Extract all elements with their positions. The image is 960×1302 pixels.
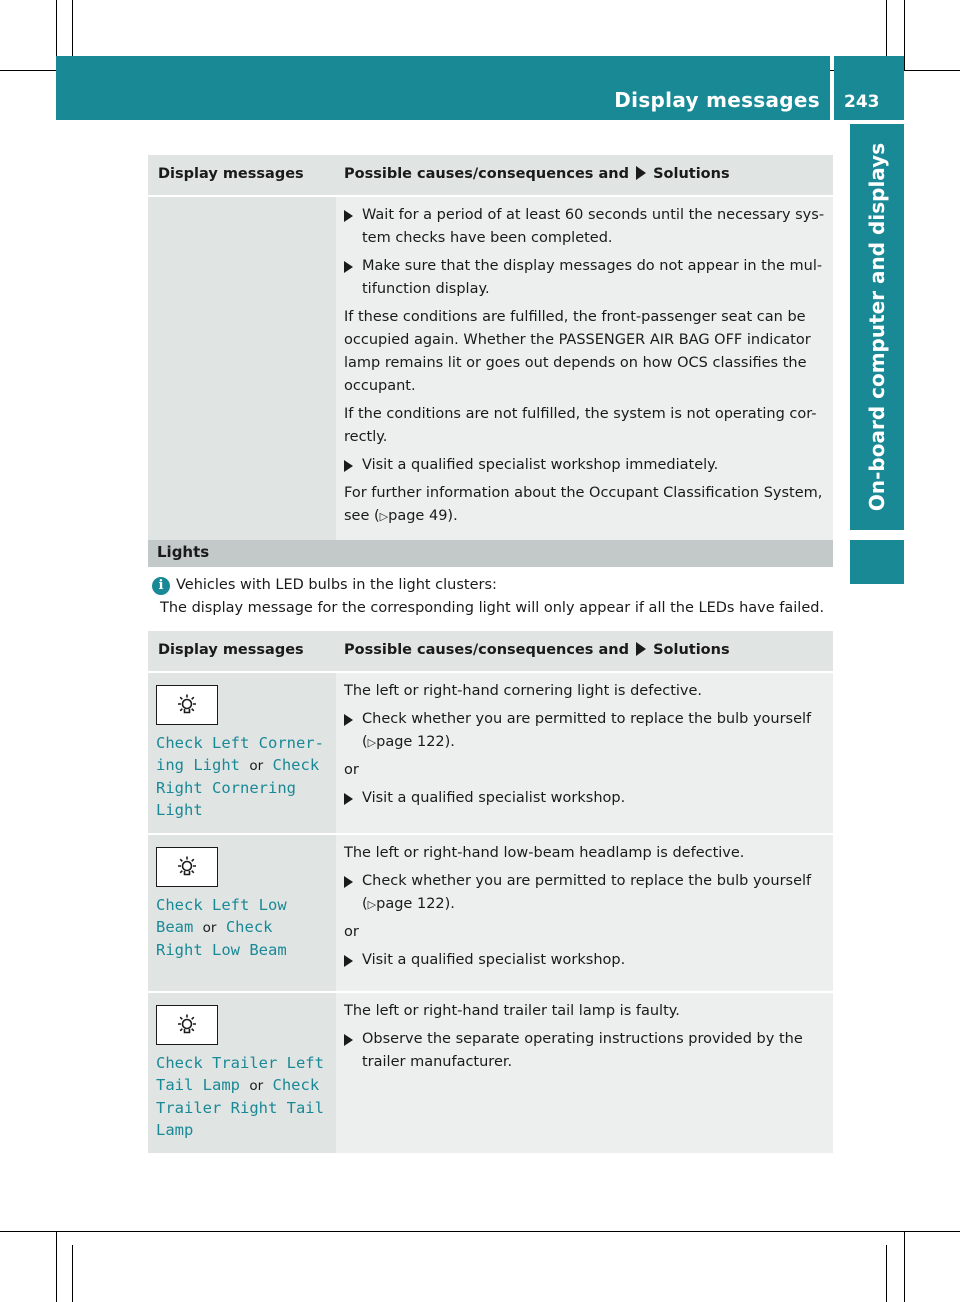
message-text: Check Right Low Beam [156, 918, 287, 959]
cause-text: The left or right-hand trailer tail lamp is faulty. [344, 1003, 680, 1019]
solution-cell [336, 672, 833, 834]
crop-mark [886, 0, 887, 56]
note-text: The display message for the corresponding light will only appear if all the LEDs have failed. [160, 600, 825, 616]
crop-mark [886, 1245, 887, 1302]
message-text: Check Left Low Beam [156, 896, 287, 936]
paragraph: If the conditions are not fulfilled, the system is not operating cor-rectly. [344, 406, 817, 445]
note-text: Vehicles with LED bulbs in the light clusters: [176, 577, 497, 593]
page-number: 243 [844, 92, 880, 112]
message-text: Check Trailer Left Tail Lamp [156, 1054, 324, 1094]
bulb-icon [156, 685, 218, 725]
display-message [156, 732, 328, 821]
crop-mark [56, 1231, 57, 1302]
paragraph [344, 482, 827, 528]
solution-step [344, 870, 827, 916]
solution-step: Visit a qualified specialist workshop immediately. [344, 454, 827, 477]
paragraph-text: ). [447, 508, 458, 524]
crop-mark [904, 1231, 905, 1302]
message-text: Check Right Cornering Light [156, 756, 320, 819]
header-bar [56, 56, 830, 120]
solution-cell [336, 196, 833, 548]
display-message [156, 894, 328, 961]
page-reference[interactable]: ▷ page 49 [380, 508, 448, 524]
step-text: ). [444, 734, 455, 750]
table-row [148, 196, 833, 548]
table-row [148, 834, 833, 992]
table-row [148, 992, 833, 1154]
section-heading [148, 540, 833, 567]
column-header [336, 631, 833, 672]
column-header-text: Solutions [653, 166, 730, 182]
solution-step [344, 708, 827, 754]
step-text: Check whether you are permitted to replace the bulb yourself ( [362, 711, 812, 750]
display-messages-table-2 [148, 631, 833, 1155]
solution-step: Visit a qualified specialist workshop. [344, 949, 827, 972]
message-text: Check Left Corner-ing Light [156, 734, 324, 774]
or-text: or [202, 920, 217, 936]
crop-mark [72, 1245, 73, 1302]
or-text: or [344, 924, 359, 940]
column-header: Display messages [148, 155, 336, 196]
message-cell [148, 992, 336, 1154]
chapter-marker [850, 540, 904, 584]
solution-step: Visit a qualified specialist workshop. [344, 787, 827, 810]
step-text: ). [444, 896, 455, 912]
crop-mark [904, 0, 905, 70]
page-reference[interactable]: ▷ page 122 [368, 896, 445, 912]
crop-mark [0, 1231, 960, 1232]
or-text: or [249, 1078, 264, 1094]
chapter-title: On-board computer and displays [865, 142, 889, 512]
column-header [336, 155, 833, 196]
step-text: Check whether you are permitted to replace the bulb yourself ( [362, 873, 812, 912]
message-cell [148, 196, 336, 548]
column-header-text: Solutions [653, 642, 730, 658]
paragraph-text: For further information about the Occupant Classification System, see ( [344, 485, 823, 524]
solution-step: Wait for a period of at least 60 seconds until the necessary sys-tem checks have been completed. [344, 204, 827, 250]
column-header-text: Possible causes/consequences and [344, 166, 629, 182]
page-reference[interactable]: ▷ page 122 [368, 734, 445, 750]
info-icon: i [152, 577, 170, 595]
solution-step: Observe the separate operating instructions provided by the trailer manufacturer. [344, 1028, 827, 1074]
display-messages-table-1 [148, 155, 833, 549]
solution-cell [336, 992, 833, 1154]
or-text: or [249, 758, 264, 774]
bulb-icon [156, 847, 218, 887]
column-header-text: Possible causes/consequences and [344, 642, 629, 658]
arrow-icon [636, 642, 646, 656]
section-title: Lights [157, 543, 210, 561]
cause-text: The left or right-hand cornering light is defective. [344, 683, 703, 699]
table-header-row [148, 155, 833, 196]
page-title: Display messages [614, 88, 820, 112]
or-text: or [344, 762, 359, 778]
message-cell [148, 672, 336, 834]
message-cell [148, 834, 336, 992]
arrow-icon [636, 166, 646, 180]
page-number-box [834, 56, 904, 120]
solution-step: Make sure that the display messages do not appear in the mul-tifunction display. [344, 255, 827, 301]
cause-text: The left or right-hand low-beam headlamp is defective. [344, 845, 745, 861]
column-header: Display messages [148, 631, 336, 672]
table-header-row [148, 631, 833, 672]
message-text: Check Trailer Right Tail Lamp [156, 1076, 324, 1139]
crop-mark [72, 0, 73, 56]
solution-cell [336, 834, 833, 992]
bulb-icon [156, 1005, 218, 1045]
table-row [148, 672, 833, 834]
paragraph: If these conditions are fulfilled, the front-passenger seat can be occupied again. Whether the PASSENGER AIR BAG OFF indicator lamp remains lit or goes out depends on how OCS classifies the occupant. [344, 309, 811, 394]
display-message [156, 1052, 328, 1141]
